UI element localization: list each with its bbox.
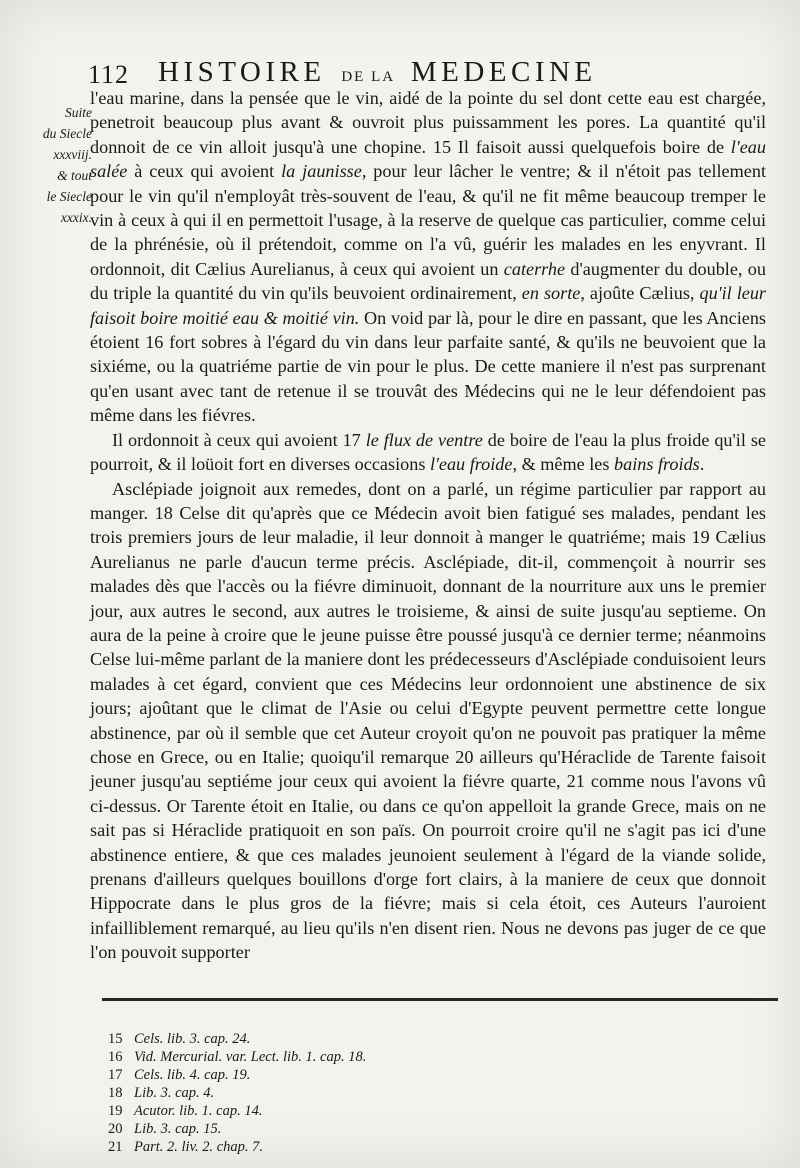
- footnote: [108, 1102, 708, 1120]
- margin-note: xxxix.: [60, 210, 92, 225]
- footnotes: [108, 1030, 708, 1156]
- footnote-rule: [102, 998, 778, 1001]
- footnote: [108, 1138, 708, 1156]
- footnote-reference: Cels. lib. 3. cap. 24.: [134, 1031, 251, 1047]
- text-run: .: [699, 454, 705, 475]
- footnote: [108, 1120, 708, 1138]
- text-run: de boire de l'eau la plus froide qu'il se pourroit, & il loüoit fort en diverses occasions: [90, 429, 766, 475]
- footnote-reference: Acutor. lib. 1. cap. 14.: [134, 1103, 263, 1119]
- footnote-number: 15: [108, 1031, 123, 1047]
- text-run: Asclépiade joignoit aux remedes, dont on a parlé, un régime particulier par rapport au manger. 18 Celse dit qu'après que ce Médecin avoit bien fatigué ses malades, pendant les trois premiers jours de leur maladie, il leur donnoit à manger le quatriéme; mais 19 Cælius Aurelianus ne parle d'aucun terme précis. Asclépiade, dit-il, commençoit à nourrir ses malades dès que l'accès ou la fiévre diminuoit, donnant de la nourriture aux uns le premier jour, aux autres le second, aux autres le troisieme, & ainsi de suite jusqu'au septieme. On aura de la peine à croire que le jeune puisse être poussé jusqu'à ce dernier terme; néanmoins Celse lui-même parlant de la maniere dont les prédecesseurs d'Asclépiade conduisoient leurs malades à cet égard, convient que ces Médecins leur ordonnoient une abstinence de six jours; ajoûtant que le climat de l'Asie ou celui d'Egypte peuvent permettre cette longue abstinence, par où il semble que cet Auteur croyoit qu'on ne pouvoit pas pratiquer la même chose en Grece, ou en Italie; quoiqu'il remarque 20 ailleurs qu'Héraclide de Tarente faisoit jeuner jusqu'au septiéme jour ceux qui avoient la fiévre quarte, 21 comme nous l'avons vû ci-dessus. Or Tarente étoit en Italie, ou dans ce qu'on appelloit la grande Grece, mais on ne sait pas si Héraclide pratiquoit en son païs. On pourroit croire qu'il ne s'agit pas ici d'une abstinence entiere, & que ces malades jeunoient seulement à l'égard de la viande solide, prenans d'ailleurs quelques bouillons d'orge fort clairs, à la maniere de ceux que donnoit Hippocrate dans le plus gros de la fiévre; mais si cela étoit, ces Auteurs l'auroient infailliblement remarqué, au lieu qu'ils n'en disent rien. Nous ne devons pas juger de ce que l'on pouvoit supporter: [90, 478, 766, 963]
- text-run: , pour leur lâcher le ventre; & il n'étoit pas tellement pour le vin qu'il n'employât très-souvent de l'eau, & qu'il ne fit même beaucoup tremper le vin à ceux à qui il en permettoit l'usage, à la reserve de quelque cas particulier, comme celui de la phrénésie, où il prétendoit, comme on l'a vû, guérir les malades en les enyvrant. Il ordonnoit, dit Cælius Aurelianus, à ceux qui avoient un: [90, 161, 766, 279]
- title-word-medecine: MEDECINE: [410, 56, 597, 88]
- italic-term: en sorte: [521, 283, 581, 304]
- paragraph: [90, 428, 766, 477]
- running-title: [158, 56, 773, 89]
- italic-term: le flux de ventre: [365, 429, 483, 450]
- body-text: [90, 86, 766, 965]
- italic-term: bains froids: [614, 454, 700, 475]
- margin-note: & tout: [57, 168, 92, 183]
- text-run: Il ordonnoit à ceux qui avoient 17: [112, 429, 366, 450]
- italic-term: caterrhe: [503, 258, 566, 279]
- paragraph: [90, 86, 766, 428]
- footnote-reference: Part. 2. liv. 2. chap. 7.: [134, 1139, 264, 1155]
- footnote-reference: Lib. 3. cap. 4.: [134, 1085, 215, 1101]
- margin-note: du Siecle: [42, 126, 92, 141]
- title-word-de-la: DE LA: [341, 69, 396, 85]
- footnote: [108, 1084, 708, 1102]
- text-run: d'augmenter du double, ou du triple la quantité du vin qu'ils beuvoient ordinairement,: [90, 258, 766, 304]
- footnote-number: 20: [108, 1121, 123, 1137]
- footnote-number: 21: [108, 1139, 123, 1155]
- footnote-reference: Cels. lib. 4. cap. 19.: [134, 1067, 251, 1083]
- footnote-number: 18: [108, 1085, 123, 1101]
- footnote: [108, 1030, 708, 1048]
- footnote-number: 16: [108, 1049, 123, 1065]
- footnote-number: 19: [108, 1103, 123, 1119]
- margin-note: le Siecle: [46, 189, 92, 204]
- text-run: à ceux qui avoient: [127, 161, 282, 182]
- footnote: [108, 1048, 708, 1066]
- italic-term: la jaunisse: [281, 161, 362, 182]
- italic-term: l'eau salée: [90, 136, 766, 182]
- footnote-reference: Lib. 3. cap. 15.: [134, 1121, 222, 1137]
- paragraph: [90, 477, 766, 965]
- text-run: l'eau marine, dans la pensée que le vin, aidé de la pointe du sel dont cette eau est chargée, penetroit beaucoup plus avant & ouvroit plus puissamment les pores. La quantité qu'il donnoit de ce vin alloit jusqu'à une chopine. 15 Il faisoit aussi quelquefois boire de: [90, 88, 766, 157]
- title-word-histoire: HISTOIRE: [158, 56, 326, 88]
- footnote-number: 17: [108, 1067, 123, 1083]
- footnote-reference: Vid. Mercurial. var. Lect. lib. 1. cap. 18.: [134, 1049, 367, 1065]
- italic-term: qu'il leur faisoit boire moitié eau & moitié vin.: [90, 283, 766, 328]
- footnote: [108, 1066, 708, 1084]
- text-run: , ajoûte Cælius,: [580, 283, 700, 304]
- text-run: , & même les: [512, 454, 615, 475]
- page-number: 112: [88, 60, 130, 89]
- margin-note: xxxviij.: [53, 147, 92, 162]
- margin-notes: [20, 102, 92, 228]
- italic-term: l'eau froide: [429, 454, 513, 475]
- text-run: On void par là, pour le dire en passant, que les Anciens étoient 16 fort sobres à l'égard du vin dans leur parfaite santé, & qu'ils ne beuvoient que la sixiéme, ou la quatriéme partie de vin pour le plus. De cette maniere il n'est pas surprenant qu'en usant avec tant de retenue il se trouvât des Médecins qui ne le leur défendoient pas même dans les fiévres.: [90, 307, 766, 426]
- margin-note: Suite: [65, 105, 92, 120]
